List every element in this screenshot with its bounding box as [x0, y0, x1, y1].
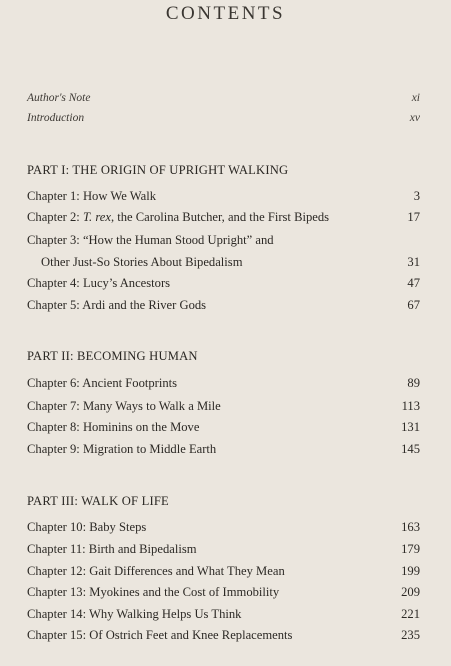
toc-entry-chapter-2[interactable]	[27, 210, 420, 228]
entry-title: Chapter 1: How We Walk	[27, 189, 157, 203]
entry-title: Chapter 9: Migration to Middle Earth	[27, 442, 217, 456]
entry-title: Chapter 14: Why Walking Helps Us Think	[27, 607, 242, 621]
entry-page: 113	[401, 399, 420, 413]
entry-title: Chapter 13: Myokines and the Cost of Immobility	[27, 585, 280, 599]
entry-title: Chapter 3: “How the Human Stood Upright” and	[27, 233, 274, 247]
toc-entry-chapter-7[interactable]	[27, 399, 420, 417]
entry-title: Chapter 7: Many Ways to Walk a Mile	[27, 399, 221, 413]
toc-entry-authors-note[interactable]	[27, 92, 420, 110]
entry-title: Chapter 10: Baby Steps	[27, 520, 147, 534]
entry-page: xv	[409, 112, 420, 124]
toc-entry-chapter-15[interactable]	[27, 628, 420, 646]
entry-page: 131	[401, 420, 420, 434]
toc-entry-chapter-3-continued[interactable]	[27, 255, 420, 273]
toc-entry-chapter-14[interactable]	[27, 607, 420, 625]
entry-title: Chapter 12: Gait Differences and What They Mean	[27, 564, 285, 578]
entry-page: 3	[413, 189, 420, 203]
entry-title-suffix: , the Carolina Butcher, and the First Bipeds	[110, 210, 330, 224]
entry-title: Chapter 5: Ardi and the River Gods	[27, 298, 207, 312]
toc-entry-chapter-1[interactable]	[27, 189, 420, 207]
entry-page: 235	[401, 628, 420, 642]
entry-title: Author's Note	[27, 92, 91, 104]
entry-page: xi	[411, 92, 420, 104]
toc-entry-chapter-8[interactable]	[27, 420, 420, 438]
entry-title: Chapter 4: Lucy’s Ancestors	[27, 276, 171, 290]
entry-title: Introduction	[27, 112, 85, 124]
toc-entry-chapter-12[interactable]	[27, 564, 420, 582]
part-heading-3: PART III: WALK OF LIFE	[27, 494, 169, 508]
toc-entry-chapter-6[interactable]	[27, 376, 420, 394]
entry-title: Chapter 6: Ancient Footprints	[27, 376, 178, 390]
entry-page: 47	[407, 276, 420, 290]
entry-title-italic: T. rex	[82, 210, 111, 224]
toc-entry-chapter-4[interactable]	[27, 276, 420, 294]
toc-entry-chapter-11[interactable]	[27, 542, 420, 560]
entry-page: 31	[407, 255, 420, 269]
entry-page: 89	[407, 376, 420, 390]
part-heading-2: PART II: BECOMING HUMAN	[27, 349, 198, 363]
entry-title: Chapter 15: Of Ostrich Feet and Knee Replacements	[27, 628, 293, 642]
toc-entry-chapter-3[interactable]	[27, 233, 420, 251]
part-heading-1: PART I: THE ORIGIN OF UPRIGHT WALKING	[27, 163, 289, 177]
page-title: CONTENTS	[165, 3, 286, 24]
entry-page: 179	[401, 542, 420, 556]
entry-title-continued: Other Just-So Stories About Bipedalism	[41, 255, 243, 269]
entry-page: 163	[401, 520, 420, 534]
entry-page: 209	[401, 585, 420, 599]
entry-page: 221	[401, 607, 420, 621]
toc-entry-chapter-9[interactable]	[27, 442, 420, 460]
entry-title: Chapter 11: Birth and Bipedalism	[27, 542, 197, 556]
toc-entry-introduction[interactable]	[27, 112, 420, 130]
entry-page: 67	[407, 298, 420, 312]
entry-title-prefix: Chapter 2:	[27, 210, 83, 224]
toc-entry-chapter-5[interactable]	[27, 298, 420, 316]
toc-entry-chapter-13[interactable]	[27, 585, 420, 603]
entry-page: 199	[401, 564, 420, 578]
entry-title	[27, 210, 329, 225]
toc-entry-chapter-10[interactable]	[27, 520, 420, 538]
entry-page: 145	[401, 442, 420, 456]
entry-title: Chapter 8: Hominins on the Move	[27, 420, 200, 434]
entry-page: 17	[407, 210, 420, 224]
